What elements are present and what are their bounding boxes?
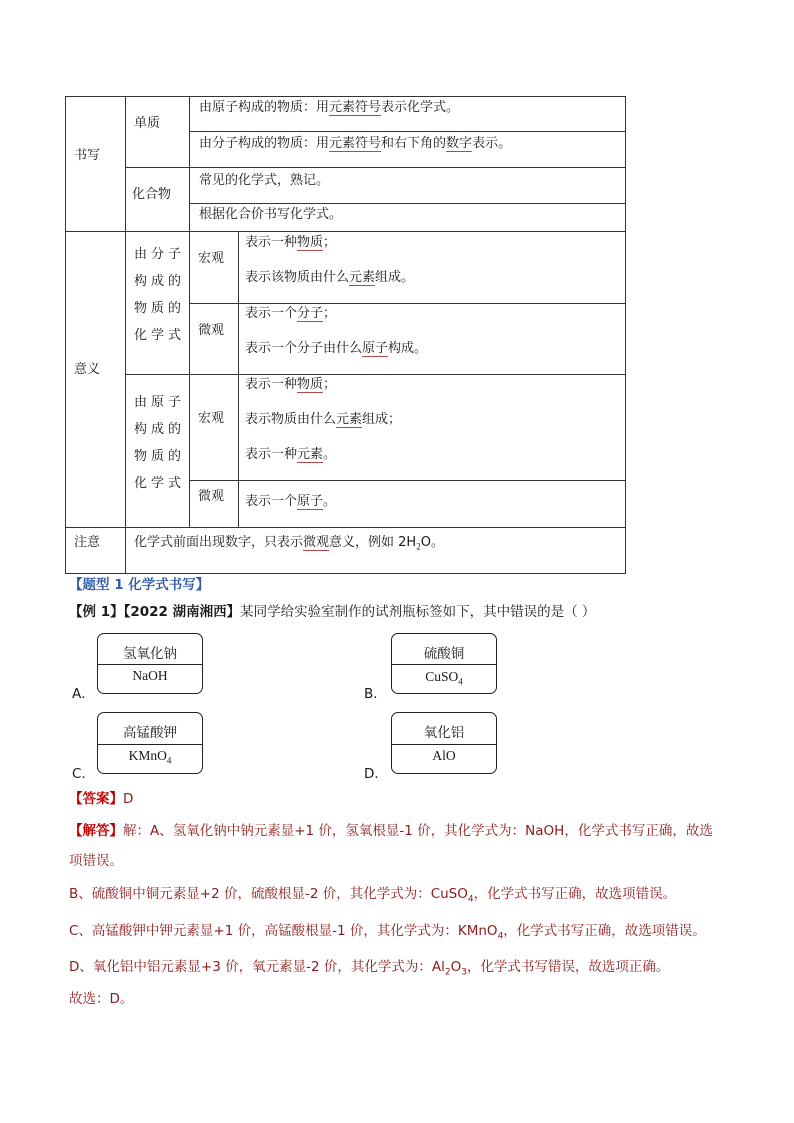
label-compound: 化合物 [132,187,172,202]
label-atomic-3: 物质的 [134,449,186,464]
label-simple-substance: 单质 [134,116,161,131]
label-macro-atomic: 宏观 [198,411,225,426]
simple-line-2: 由分子构成的物质：用元素符号和右下角的数字表示。 [199,136,512,151]
label-micro: 微观 [198,323,225,338]
label-micro-atomic: 微观 [198,489,225,504]
option-b-letter: B． [364,686,387,702]
option-a-formula: NaOH [132,668,168,683]
explanation-final: 故选：D。 [69,991,134,1007]
option-a-letter: A． [72,686,95,702]
option-b-label[interactable] [391,633,497,694]
option-d-formula: AlO [432,748,456,763]
option-b-formula: CuSO$_4$ [425,669,463,687]
knowledge-table [65,96,626,574]
option-c-label[interactable] [97,712,203,774]
row-label-meaning: 意义 [74,362,101,377]
option-c-letter: C． [72,766,95,782]
atom-macro-line-3: 表示一种元素。 [245,447,337,462]
explanation-b: B、硫酸铜中铜元素显+2 价，硫酸根显-2 价，其化学式为：CuSO$_4$，化学式书写正确，故选项错误。 [69,886,677,905]
row-label-note: 注意 [74,535,101,550]
simple-line-1: 由原子构成的物质：用元素符号表示化学式。 [199,100,460,115]
option-d-label[interactable] [391,712,497,774]
label-atomic-2: 构成的 [134,422,186,437]
label-atomic-4: 化学式 [134,476,186,491]
option-c-formula: KMnO$_4$ [128,748,172,766]
option-d-letter: D． [364,766,388,782]
section-title: 【题型 1 化学式书写】 [69,577,210,593]
example-question: 【例 1】【2022 湖南湘西】某同学给实验室制作的试剂瓶标签如下，其中错误的是（ ） [69,604,596,620]
mol-micro-line-2: 表示一个分子由什么原子构成。 [245,341,428,356]
option-a-name: 氢氧化钠 [123,646,177,662]
atom-macro-line-1: 表示一种物质； [245,377,337,392]
atom-micro-line-1: 表示一个原子。 [245,494,337,509]
explanation-a-line-1: 【解答】解：A、氢氧化钠中钠元素显+1 价，氢氧根显-1 价，其化学式为：NaOH，化学式书写正确，故选 [69,823,713,839]
explanation-d: D、氧化铝中铝元素显+3 价，氧元素显-2 价，其化学式为：$Al_2O_3$，化学式书写错误，故选项正确。 [69,959,670,978]
option-c-name: 高锰酸钾 [123,725,177,741]
note-text: 化学式前面出现数字，只表示微观意义，例如 $2H_2O$。 [134,535,444,552]
explanation-a-line-2: 项错误。 [69,853,123,869]
option-d-name: 氧化铝 [423,725,465,741]
atom-macro-line-2: 表示物质由什么元素组成； [245,412,402,427]
row-label-writing: 书写 [74,148,101,163]
answer: 【答案】D [69,791,134,807]
label-molecular-3: 物质的 [134,301,186,316]
label-molecular-1: 由分子 [134,247,186,262]
label-molecular-4: 化学式 [134,328,186,343]
option-a-label[interactable] [97,633,203,694]
label-atomic-1: 由原子 [134,395,186,410]
explanation-c: C、高锰酸钾中钾元素显+1 价，高锰酸根显-1 价，其化学式为：KMnO$_4$，化学式书写正确，故选项错误。 [69,923,706,942]
compound-line-2: 根据化合价书写化学式。 [199,207,343,222]
mol-micro-line-1: 表示一个分子； [245,306,337,321]
mol-macro-line-2: 表示该物质由什么元素组成。 [245,270,415,285]
option-b-name: 硫酸铜 [423,646,465,662]
label-macro: 宏观 [198,251,225,266]
label-molecular-2: 构成的 [134,274,186,289]
compound-line-1: 常见的化学式，熟记。 [199,173,330,188]
mol-macro-line-1: 表示一种物质； [245,235,337,250]
